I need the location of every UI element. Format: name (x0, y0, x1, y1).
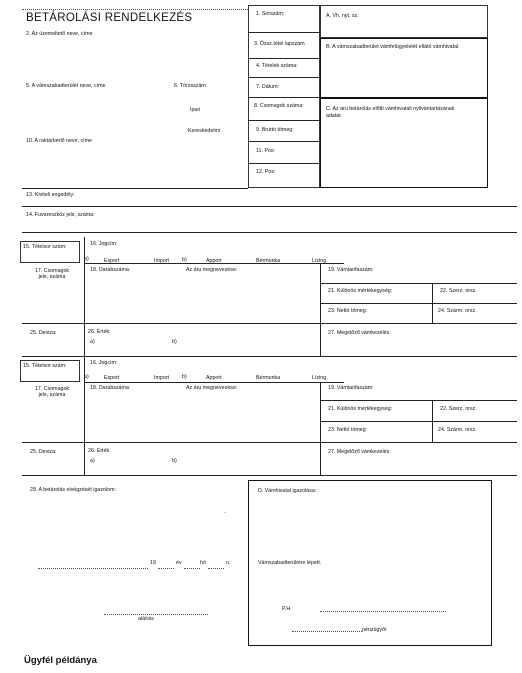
item2-field-15: 15. Tételsor szám: (23, 363, 67, 369)
col-rule (320, 263, 321, 357)
date-ho: hó (200, 560, 206, 566)
item1-field-18: 18. Darabszáma: (90, 267, 131, 273)
officer-line (292, 631, 362, 632)
item1-option-apport: Apport (206, 258, 222, 264)
col-rule (84, 237, 85, 357)
released-text: Vámszabadterületre lépett. (258, 560, 322, 566)
signature-label: aláírás (138, 616, 154, 622)
item1-field-22: 22. Szerz. orsz. (440, 288, 477, 294)
item2-field-22: 22. Szerz. orsz. (440, 406, 477, 412)
item1-option-bermunka: Bérmunka (256, 258, 281, 264)
item1-b-mark: b) (182, 257, 187, 263)
item1-field-23: 23. Nettó tömeg: (328, 308, 368, 314)
item2-field-25: 25. Deviza: (30, 449, 57, 455)
box-d-label: D. Vámhivatal igazolása: (258, 488, 317, 494)
field-13-label: 13. Kiviteli engedély: (26, 192, 75, 198)
item1-field-16: 16. Jogcím: (90, 241, 118, 247)
field-6-label: 6. Törzsszám: (174, 83, 208, 89)
row-rule (248, 163, 320, 164)
field-11-label: 11. Pos: (256, 148, 276, 154)
field-10-label: 10. A raktárbérlő neve, címe (26, 138, 92, 144)
item2-option-bermunka: Bérmunka (256, 375, 281, 381)
header-bottom-rule (22, 188, 248, 189)
date-day-line (208, 568, 224, 569)
field-9-label: 9. Bruttó tömeg: (256, 127, 294, 133)
item1-field-27: 27. Megelőző vámkezelés: (328, 330, 391, 336)
item2-field-24: 24. Szárm. orsz. (438, 427, 477, 433)
box-a-label: A. Vh. nyt. sz. (326, 13, 359, 19)
item1-option-export: Export (104, 258, 120, 264)
field-12-label: 12. Pos: (256, 169, 276, 175)
row-rule (22, 206, 517, 207)
item1-field-15: 15. Tételsor szám: (23, 244, 67, 250)
officer-label: pénzügyőr (362, 627, 387, 633)
item2-field-27: 27. Megelőző vámkezelés: (328, 449, 391, 455)
top-rule (22, 9, 248, 10)
item2-option-lizing: Lízing (312, 375, 327, 381)
field-4-label: 4. Tételek száma: (256, 63, 298, 69)
item2-goods: Az áru megnevezése: (186, 385, 238, 391)
item1-field-26b: b) (172, 339, 177, 345)
date-year: 19 (150, 560, 156, 566)
row-rule (22, 232, 517, 233)
item2-field-26a: a) (90, 458, 95, 464)
item1-goods: Az áru megnevezése: (186, 267, 238, 273)
field-28-label: 28. A betárolás elvégzését igazolom: (30, 487, 116, 493)
row-rule (248, 120, 320, 121)
box-b-label: B. A vámszabadterület vámfelügyeletét ellátó vámhivatal: (326, 44, 460, 50)
field-6-industrial: Ipari (190, 107, 201, 113)
row-rule (22, 442, 517, 443)
row-rule (84, 263, 344, 264)
item2-field-18: 18. Darabszáma: (90, 385, 131, 391)
ph-line (320, 611, 446, 612)
date-year-line (158, 568, 174, 569)
box-a (320, 5, 488, 38)
item2-b-mark: b) (182, 374, 187, 380)
item1-field-24: 24. Szárm. orsz. (438, 308, 477, 314)
item1-field-26a: a) (90, 339, 95, 345)
field-14-label: 14. Fuvareszköz jele, száma: (26, 212, 95, 218)
item1-field-21: 21. Különös mértékegység: (328, 288, 393, 294)
item2-a-mark: a) (84, 374, 89, 380)
item1-option-lizing: Lízing (312, 258, 327, 264)
row-rule (248, 32, 320, 33)
box-c-label: C. Az áru betárolás előtti vámhivatali nyilvántartásának adatai: (326, 106, 455, 119)
row-rule (22, 475, 517, 476)
item1-field-26: 26. Érték: (88, 329, 111, 335)
item2-option-import: Import (154, 375, 170, 381)
copy-label: Ügyfél példánya (24, 655, 97, 666)
dot-mark: . (224, 508, 226, 515)
signature-line (104, 614, 208, 615)
item2-option-apport: Apport (206, 375, 222, 381)
field-1-label: 1. Sorszám: (256, 11, 285, 17)
row-rule (248, 97, 320, 98)
date-n: n. (226, 560, 231, 566)
item2-field-17: 17. Csomagok jele, száma (34, 386, 70, 399)
row-rule (320, 303, 517, 304)
item2-field-21: 21. Különös mértékegység: (328, 406, 393, 412)
field-8-label: 8. Csomagok száma: (254, 103, 304, 109)
item1-option-import: Import (154, 258, 170, 264)
item2-field-19: 19. Vámtarifaszám: (328, 385, 374, 391)
item2-field-16: 16. Jogcím: (90, 360, 118, 366)
field-3-label: 3. Össz.tétel lapszám (254, 41, 305, 47)
item2-field-26: 26. Érték: (88, 448, 111, 454)
col-rule (320, 382, 321, 475)
col-rule (84, 357, 85, 475)
row-rule (84, 382, 344, 383)
row-rule (22, 323, 517, 324)
item1-a-mark: a) (84, 256, 89, 262)
row-rule (320, 400, 517, 401)
item2-field-23: 23. Nettó tömeg: (328, 427, 368, 433)
item1-field-19: 19. Vámtarifaszám: (328, 267, 374, 273)
field-5-label: 5. A vámszabadterület neve, címe (26, 83, 106, 89)
date-place-line (38, 568, 148, 569)
field-7-label: 7. Dátum: (256, 84, 279, 90)
row-rule (248, 77, 320, 78)
row-rule (248, 58, 320, 59)
item2-option-export: Export (104, 375, 120, 381)
field-6-commercial: Kereskedelmi (188, 128, 221, 134)
row-rule (248, 141, 320, 142)
field-2-label: 2. Az üzemeltető neve, címe (26, 31, 93, 37)
row-rule (320, 421, 517, 422)
item1-field-25: 25. Deviza: (30, 330, 57, 336)
item2-field-26b: b) (172, 458, 177, 464)
ph-label: P.H. (282, 606, 292, 612)
date-month-line (184, 568, 200, 569)
date-ev: év (176, 560, 182, 566)
row-rule (22, 356, 517, 357)
row-rule (320, 283, 517, 284)
item1-field-17: 17. Csomagok jele, száma (34, 268, 70, 281)
page-title: BETÁROLÁSI RENDELKEZÉS (26, 12, 193, 24)
